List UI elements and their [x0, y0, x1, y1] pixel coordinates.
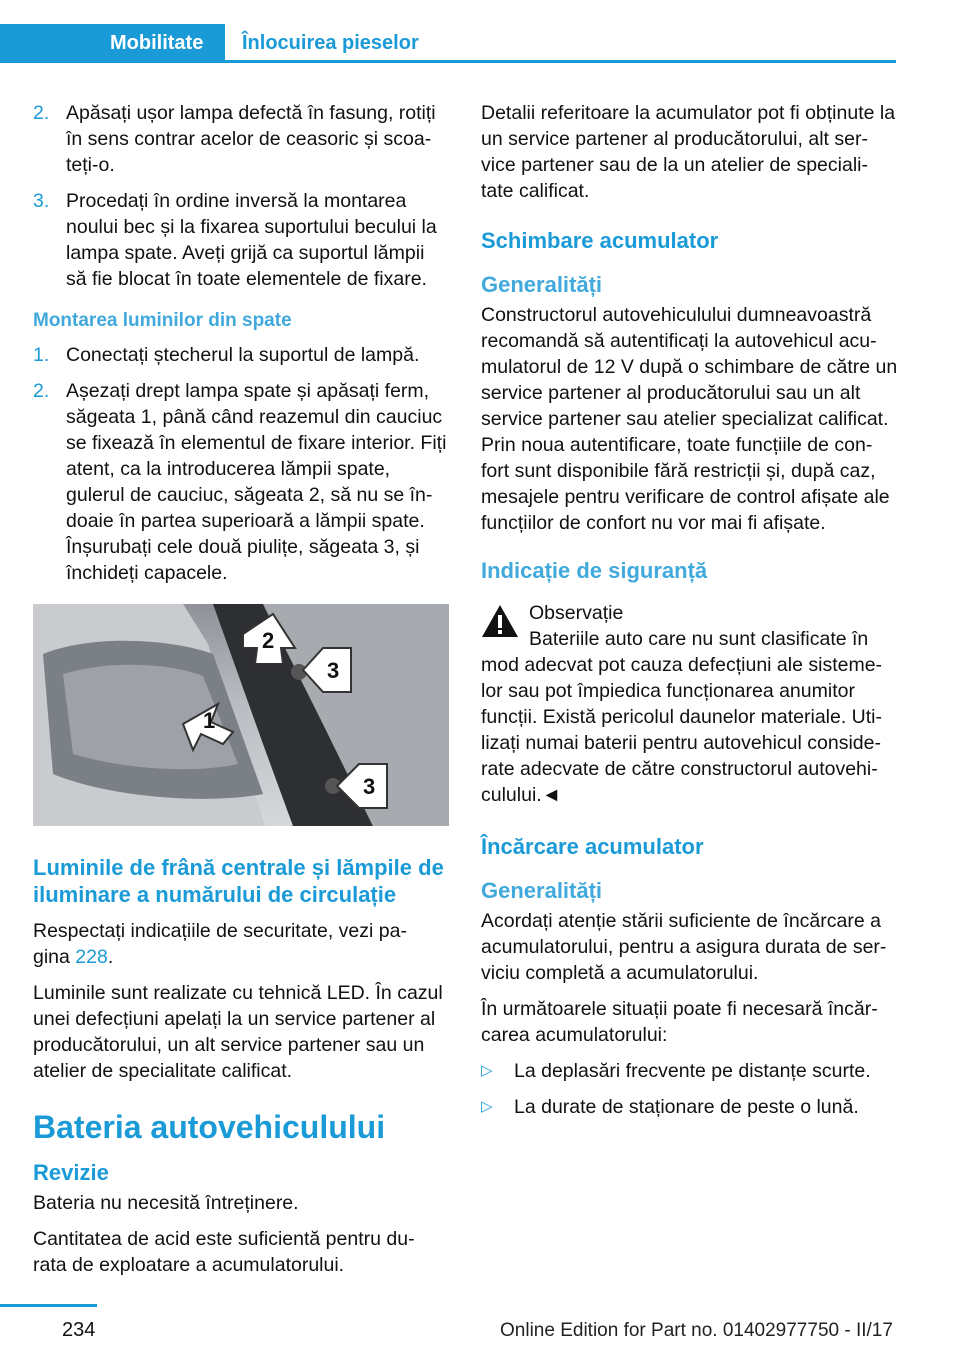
list-item: [33, 342, 449, 368]
warning-triangle-icon: [481, 604, 519, 638]
generalitati-paragraph-1: Constructorul autovehiculului dumneavoastră recomandă să autentificați la autovehicul acu‐ mulatorul de 12 V după o schimbare de către un service partener al producătorului sau un alt service partener sau atelier specializat calificat. Prin noua autentificare, toate funcțiile de con‐ fort sunt disponibile fără restricții și, după caz, mesajele pentru verificare de control afișate ale funcțiilor de confort nu vor mai fi afișate.: [481, 304, 898, 534]
figure-label-2: 2: [262, 628, 275, 653]
step-text: Așezați drept lampa spate și apăsați ferm, săgeata 1, până când reazemul din cauciuc se fixează în elementul de fixare interior. Fiți atent, ca la introducerea lămpii spate, gulerul de cauciuc, săgeata 2, să nu se în‐ doaie în partea superioară a lămpii spate. Înșurubați cele două piulițe, săgeata 3, și închideți capacele.: [66, 380, 447, 584]
figure-label-3-bottom: 3: [363, 774, 376, 799]
step-text: Conectați ștecherul la suportul de lampă.: [66, 344, 420, 366]
list-item: [481, 1094, 901, 1120]
page-header: [0, 0, 960, 64]
steps-list-b: [33, 342, 449, 586]
schimbare-title: Schimbare acumulator: [481, 228, 719, 253]
steps-list-a: [33, 100, 449, 292]
step-number: 2.: [33, 102, 50, 124]
step-number: 2.: [33, 380, 50, 402]
revizie-title: Revizie: [33, 1160, 109, 1185]
safety-reference-end: .: [107, 946, 114, 968]
edition-note: Online Edition for Part no. 01402977750 - II/17: [500, 1320, 893, 1341]
generalitati-paragraph-2: Acordați atenție stării suficiente de încărcare a acumulatorului, pentru a asigura durata de ser‐ viciu completă a acumulatorului.: [481, 910, 887, 984]
list-item: [481, 1058, 901, 1084]
list-item: [33, 100, 449, 178]
step-text: Procedați în ordine inversă la montarea noului bec și la fixarea suportului becului la lampa spate. Aveți grijă ca suportul lămpii să fie blocat în toate elementele de fixare.: [66, 190, 437, 290]
safety-reference-text: Respectați indicațiile de securitate, vezi pa‐ gina: [33, 920, 407, 968]
generalitati-paragraph-3: În următoarele situații poate fi necesară încăr‐ carea acumulatorului:: [481, 998, 878, 1046]
tab-inlocuirea-pieselor[interactable]: Înlocuirea pieselor: [242, 32, 419, 54]
revizie-paragraph-2: Cantitatea de acid este suficientă pentru du‐ rata de exploatare a acumulatorului.: [33, 1228, 415, 1276]
generalitati-title-1: Generalități: [481, 272, 603, 297]
page-number: 234: [62, 1319, 96, 1341]
step-text: Apăsați ușor lampa defectă în fasung, rotiți în sens contrar acelor de ceasoric și scoa‐ teți-o.: [66, 102, 436, 176]
triangle-bullet-icon: ▷: [481, 1098, 493, 1115]
subheading-montarea: Montarea luminilor din spate: [33, 310, 292, 331]
generalitati-title-2: Generalități: [481, 878, 603, 903]
bullet-list: [481, 1058, 901, 1120]
right-column: [481, 100, 901, 1130]
list-item: [33, 378, 449, 586]
step-number: 3.: [33, 190, 50, 212]
led-paragraph: Luminile sunt realizate cu tehnică LED. În cazul unei defecțiuni apelați la un service partener al producătorului, un alt service partener sau un atelier de specialitate calificat.: [33, 982, 443, 1082]
safety-reference: [33, 918, 449, 970]
chapter-title: Bateria autovehiculului: [33, 1109, 386, 1145]
tail-lamp-illustration: [33, 604, 449, 826]
tab-mobilitate[interactable]: [0, 24, 225, 62]
tail-lamp-figure: [33, 604, 449, 826]
intro-paragraph: Detalii referitoare la acumulator pot fi obținute la un service partener al producătorului, alt ser‐ vice partener sau de la un atelier de speciali‐ tate calificat.: [481, 102, 896, 202]
list-item: [33, 188, 449, 292]
notice-text: Bateriile auto care nu sunt clasificate în mod adecvat pot cauza defecțiuni ale sisteme‐ lor sau pot împiedica funcționarea anumitor funcții. Există pericolul daunelor materiale. Uti‐ lizați numai baterii pentru autovehicul conside‐ rate adecvate de către constructorul autovehi‐ culului.◄: [481, 628, 883, 806]
figure-label-1: 1: [203, 708, 216, 733]
header-rule: [0, 60, 896, 63]
bullet-text: La durate de staționare de peste o lună.: [514, 1096, 859, 1118]
bullet-text: La deplasări frecvente pe distanțe scurte.: [514, 1060, 871, 1082]
warning-notice: [481, 600, 901, 626]
safety-title: Indicație de siguranță: [481, 558, 708, 583]
tab-mobilitate-label: Mobilitate: [110, 32, 204, 54]
figure-label-3-top: 3: [327, 658, 340, 683]
step-number: 1.: [33, 344, 50, 366]
footer-rule: [0, 1304, 97, 1307]
notice-title: Observație: [529, 602, 624, 624]
page-link-228[interactable]: 228: [75, 946, 108, 968]
revizie-paragraph-1: Bateria nu necesită întreținere.: [33, 1192, 299, 1214]
charge-title: Încărcare acumulator: [481, 834, 704, 859]
left-column: [33, 100, 449, 1288]
section-title-brake-lights: Luminile de frână centrale și lămpile de iluminare a numărului de circulație: [33, 855, 444, 907]
triangle-bullet-icon: ▷: [481, 1062, 493, 1079]
